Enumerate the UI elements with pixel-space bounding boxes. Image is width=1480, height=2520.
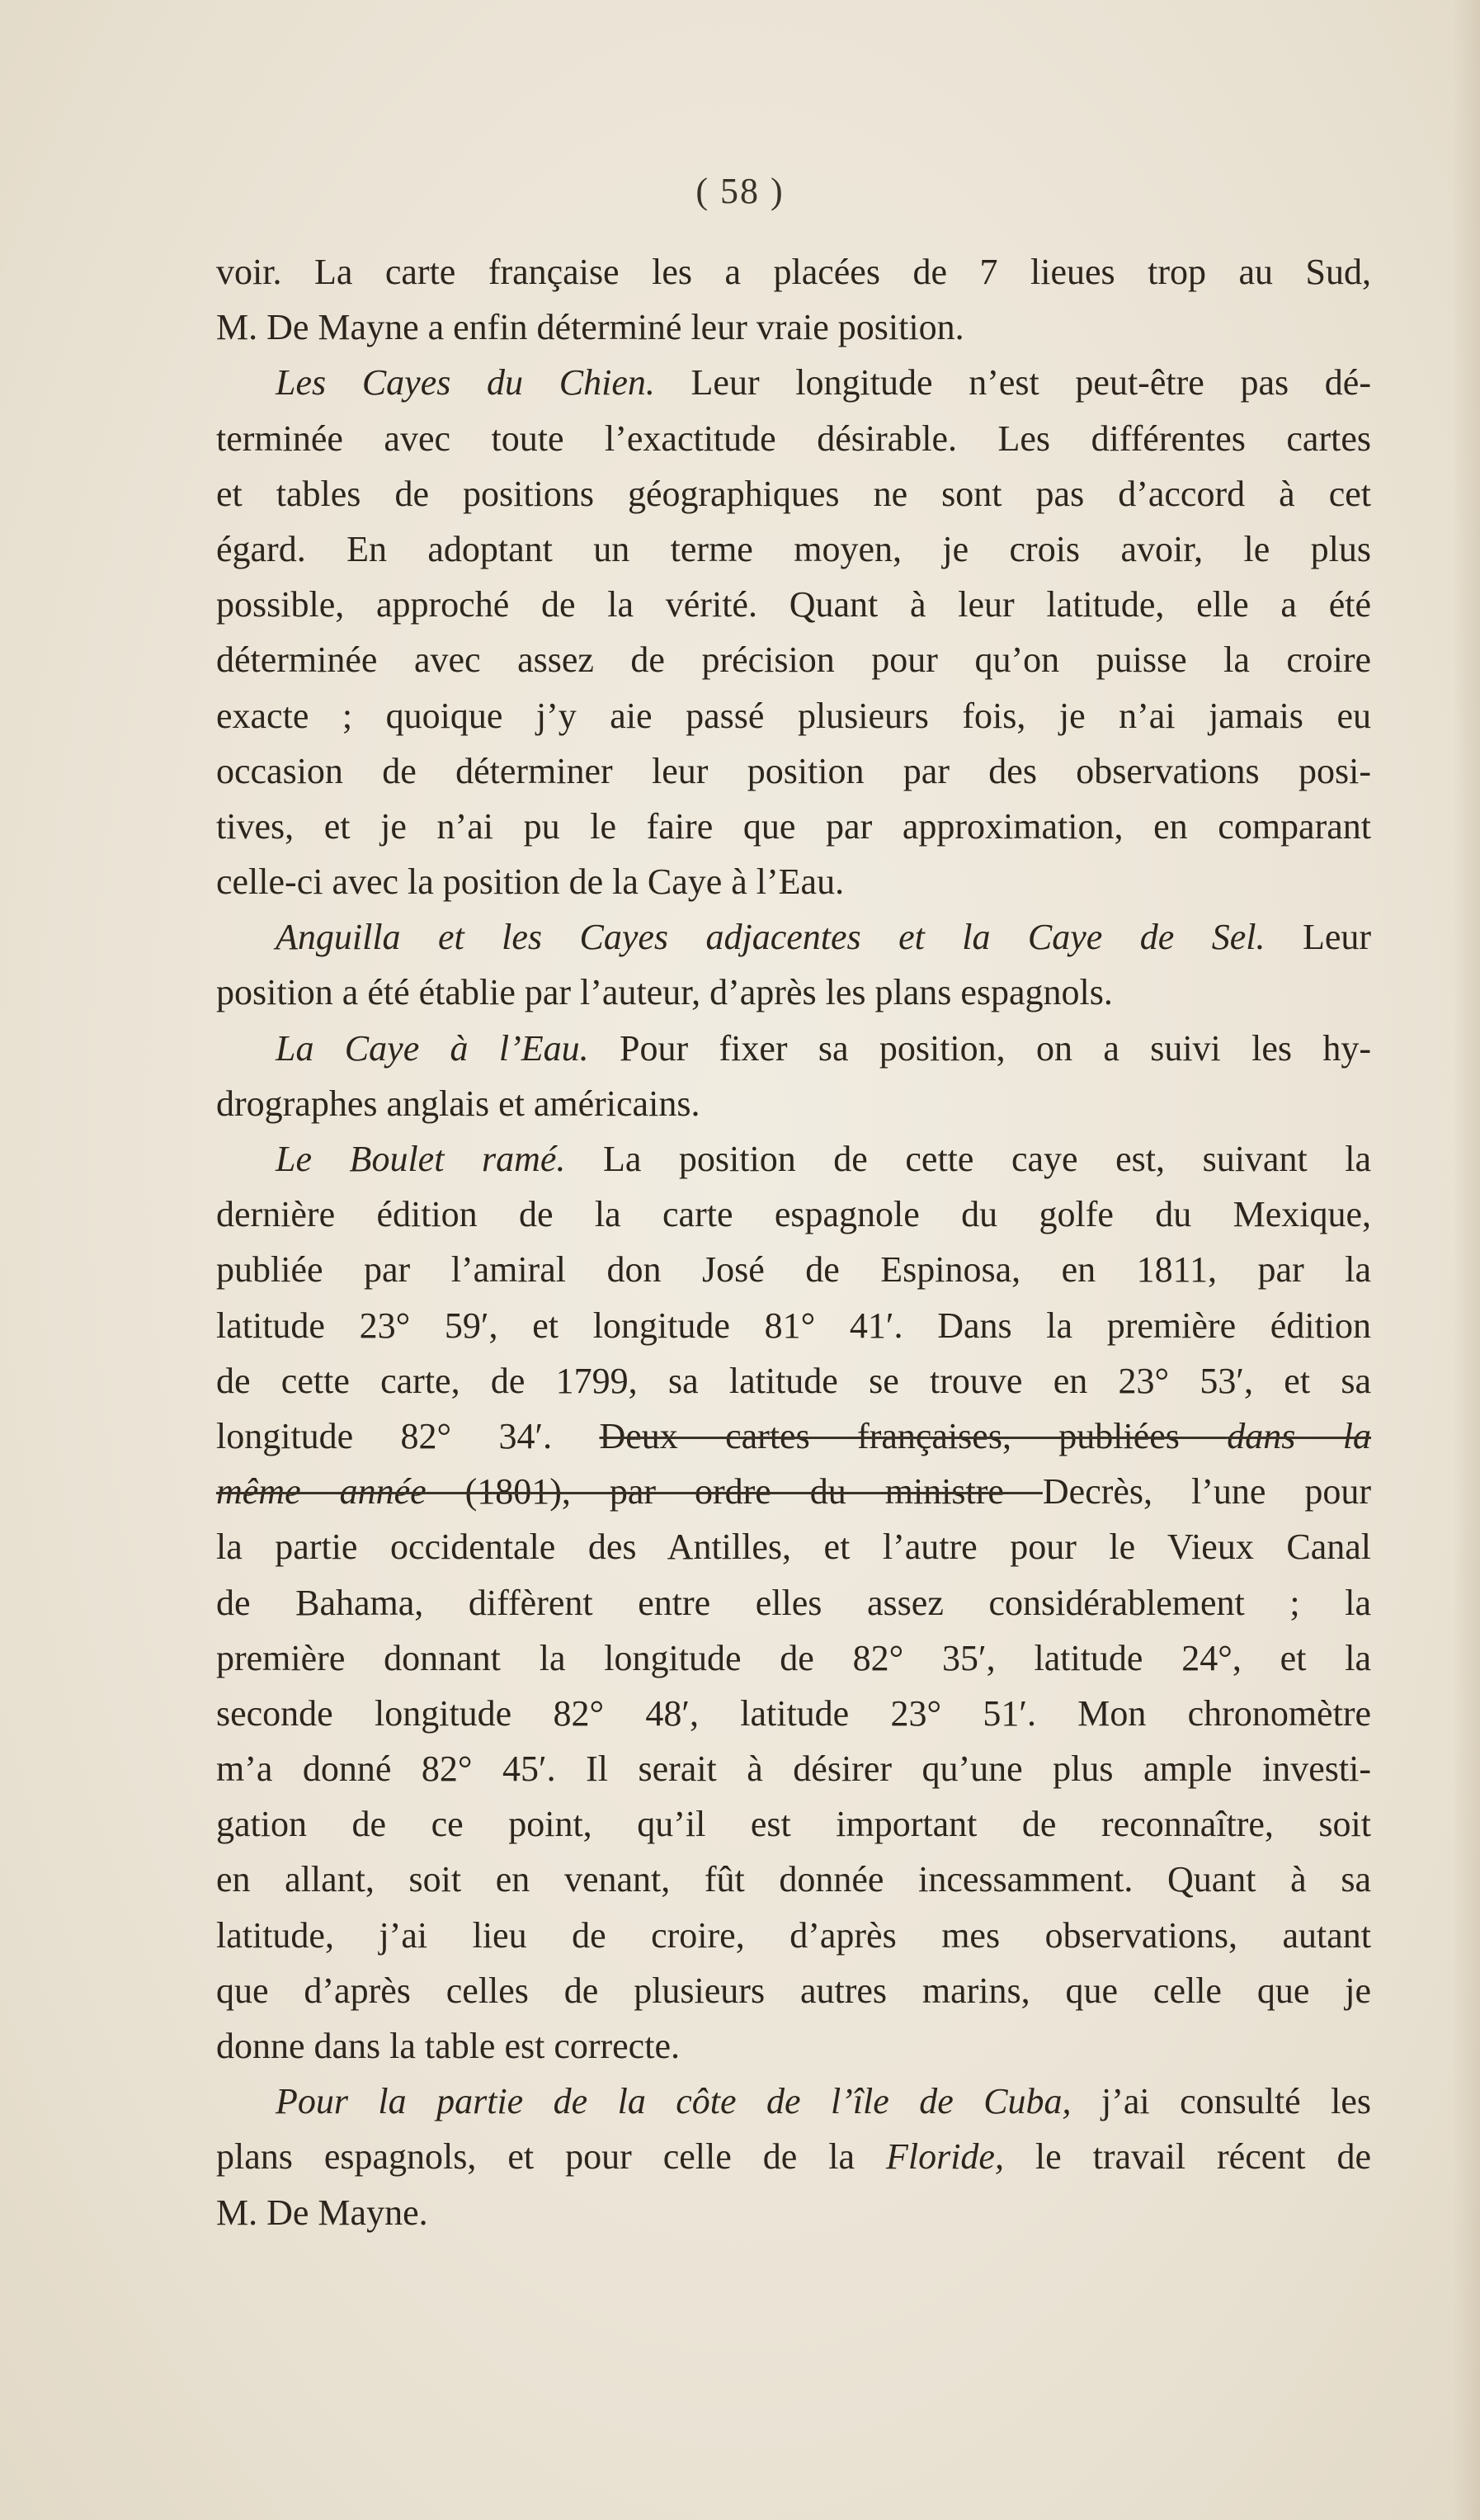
text-span: même année	[216, 1471, 427, 1512]
text-span: la partie occidentale des Antilles, et l’autre pour le Vieux Canal	[216, 1527, 1371, 1568]
text-span: celle-ci avec la position de la Caye à l’Eau.	[216, 861, 845, 903]
text-span: M. De Mayne.	[216, 2192, 428, 2233]
text-span: première donnant la longitude de 82° 35′, latitude 24°, et la	[216, 1637, 1371, 1678]
text-span: tives, et je n’ai pu le faire que par approximation, en comparant	[216, 805, 1371, 847]
text-span: Les Cayes du Chien.	[276, 362, 655, 403]
text-line	[216, 1630, 1371, 1686]
text-span: le travail récent de	[1003, 2136, 1371, 2178]
text-span: (1801), par ordre du ministre	[426, 1471, 1043, 1512]
text-line	[216, 909, 1371, 965]
page-number: ( 58 )	[695, 171, 785, 211]
text-line	[216, 743, 1371, 799]
text-line	[216, 1575, 1371, 1630]
text-span: exacte ; quoique j’y aie passé plusieurs fois, je n’ai jamais eu	[216, 695, 1371, 736]
text-span: Deux cartes françaises, publiées	[599, 1415, 1228, 1456]
text-span: Pour la partie de la côte de l’île de Cuba,	[276, 2081, 1072, 2122]
text-span: La Caye à l’Eau.	[276, 1027, 589, 1069]
text-line	[216, 355, 1371, 410]
text-line	[216, 1741, 1371, 1796]
text-line	[216, 577, 1371, 632]
text-line	[216, 2074, 1371, 2129]
text-line	[216, 965, 1371, 1020]
text-line	[216, 1353, 1371, 1409]
text-span: dernière édition de la carte espagnole du golfe du Mexique,	[216, 1194, 1371, 1235]
text-line	[216, 1242, 1371, 1297]
text-span: que d’après celles de plusieurs autres marins, que celle que je	[216, 1970, 1371, 2011]
text-line	[216, 854, 1371, 909]
text-span: possible, approché de la vérité. Quant à leur latitude, elle a été	[216, 584, 1371, 625]
text-line	[216, 300, 1371, 355]
text-span: Decrès, l’une pour	[1042, 1471, 1371, 1512]
text-span: donne dans la table est correcte.	[216, 2026, 680, 2066]
text-span: longitude 82° 34′.	[216, 1415, 600, 1456]
text-span: plans espagnols, et pour celle de la	[216, 2136, 886, 2178]
text-line	[216, 1298, 1371, 1353]
text-line	[216, 1796, 1371, 1852]
text-line	[216, 2129, 1371, 2184]
text-line	[216, 2018, 1371, 2074]
text-line	[216, 1076, 1371, 1131]
text-span: Anguilla et les Cayes adjacentes et la Caye de Sel.	[276, 917, 1266, 958]
text-line	[216, 632, 1371, 687]
text-span: M. De Mayne a enfin déterminé leur vraie position.	[216, 307, 964, 348]
text-span: de cette carte, de 1799, sa latitude se trouve en 23° 53′, et sa	[216, 1360, 1371, 1401]
text-span: Leur longitude n’est peut-être pas dé-	[654, 362, 1371, 403]
text-line	[216, 1519, 1371, 1574]
text-span: gation de ce point, qu’il est important de reconnaître, soit	[216, 1804, 1371, 1845]
text-line	[216, 799, 1371, 854]
page-edge-shadow	[1452, 0, 1480, 2520]
text-span: déterminée avec assez de précision pour qu’on puisse la croire	[216, 639, 1371, 681]
text-span: Floride,	[885, 2136, 1004, 2178]
text-line	[216, 1686, 1371, 1741]
text-line	[216, 1852, 1371, 1907]
body-text	[216, 244, 1371, 2240]
text-span: égard. En adoptant un terme moyen, je crois avoir, le plus	[216, 528, 1371, 569]
text-span: drographes anglais et américains.	[216, 1083, 700, 1124]
text-span: m’a donné 82° 45′. Il serait à désirer qu’une plus ample investi-	[216, 1748, 1371, 1790]
text-span: et tables de positions géographiques ne sont pas d’accord à cet	[216, 473, 1371, 514]
text-span: j’ai consulté les	[1071, 2081, 1372, 2122]
text-span: en allant, soit en venant, fût donnée incessamment. Quant à sa	[216, 1859, 1371, 1900]
text-line	[216, 2185, 1371, 2240]
text-line	[216, 466, 1371, 521]
text-line	[216, 244, 1371, 300]
text-line	[216, 1464, 1371, 1519]
text-span: publiée par l’amiral don José de Espinosa, en 1811, par la	[216, 1249, 1371, 1291]
text-span: latitude, j’ai lieu de croire, d’après mes observations, autant	[216, 1914, 1371, 1956]
text-line	[216, 1908, 1371, 1963]
text-line	[216, 688, 1371, 743]
text-line	[216, 1963, 1371, 2018]
text-span: de Bahama, diffèrent entre elles assez considérablement ; la	[216, 1582, 1371, 1623]
text-span: La position de cette caye est, suivant la	[565, 1139, 1371, 1179]
text-span: dans la	[1227, 1415, 1371, 1456]
text-span: seconde longitude 82° 48′, latitude 23° 51′. Mon chronomètre	[216, 1692, 1371, 1734]
text-span: occasion de déterminer leur position par des observations posi-	[216, 750, 1371, 791]
text-span: voir. La carte française les a placées de 7 lieues trop au Sud,	[216, 252, 1371, 292]
text-span: terminée avec toute l’exactitude désirable. Les différentes cartes	[216, 418, 1371, 459]
text-line	[216, 1021, 1371, 1076]
text-line	[216, 411, 1371, 466]
text-line	[216, 521, 1371, 577]
text-span: latitude 23° 59′, et longitude 81° 41′. Dans la première édition	[216, 1305, 1371, 1346]
text-line	[216, 1131, 1371, 1187]
text-span: Leur	[1265, 917, 1371, 958]
text-line	[216, 1409, 1371, 1464]
text-span: Le Boulet ramé.	[276, 1139, 566, 1179]
text-span: position a été établie par l’auteur, d’après les plans espagnols.	[216, 972, 1113, 1013]
text-line	[216, 1187, 1371, 1242]
text-span: Pour fixer sa position, on a suivi les hy-	[588, 1027, 1371, 1069]
